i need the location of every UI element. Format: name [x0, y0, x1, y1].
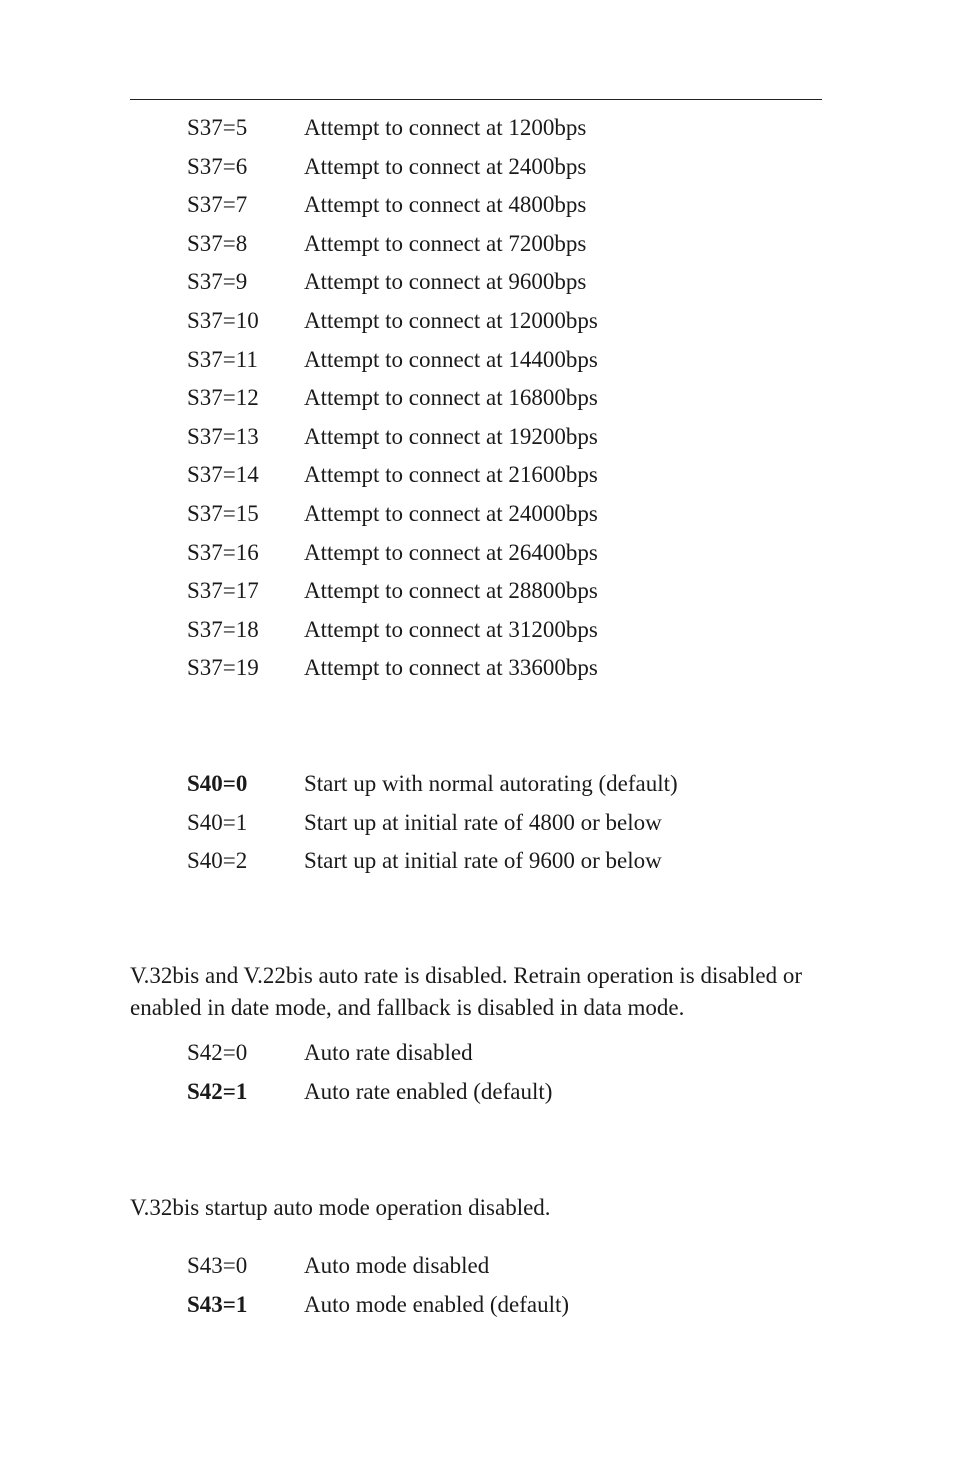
table-row: [0, 495, 954, 534]
setting-description: Attempt to connect at 7200bps: [304, 230, 587, 256]
table-row: [0, 109, 954, 148]
setting-code: S37=18: [187, 616, 259, 642]
setting-description: Attempt to connect at 31200bps: [304, 616, 598, 642]
s40-settings-table: [0, 765, 954, 881]
table-row: [0, 418, 954, 457]
setting-description: Attempt to connect at 4800bps: [304, 192, 587, 218]
setting-code: S37=6: [187, 153, 248, 179]
setting-description: Attempt to connect at 16800bps: [304, 385, 598, 411]
setting-description: Attempt to connect at 26400bps: [304, 539, 598, 565]
table-row: [0, 186, 954, 225]
setting-description: Start up at initial rate of 9600 or below: [304, 848, 662, 874]
table-row: [0, 1247, 954, 1286]
setting-description: Attempt to connect at 2400bps: [304, 153, 587, 179]
table-row: [0, 456, 954, 495]
setting-code: S37=9: [187, 269, 248, 295]
setting-description: Attempt to connect at 14400bps: [304, 346, 598, 372]
setting-code: S37=15: [187, 500, 259, 526]
setting-code: S37=16: [187, 539, 259, 565]
setting-description: Attempt to connect at 12000bps: [304, 307, 598, 333]
table-row: [0, 534, 954, 573]
s43-settings-table: [0, 1247, 954, 1324]
setting-code: S43=0: [187, 1253, 248, 1278]
setting-code: S37=8: [187, 230, 248, 256]
table-row: [0, 263, 954, 302]
table-row: [0, 1073, 954, 1112]
table-row: [0, 842, 954, 881]
setting-code: S37=7: [187, 192, 248, 218]
table-row: [0, 1034, 954, 1073]
setting-description: Start up at initial rate of 4800 or below: [304, 809, 662, 835]
setting-code: S37=10: [187, 307, 259, 333]
setting-description: Attempt to connect at 1200bps: [304, 115, 587, 140]
setting-code: S40=1: [187, 809, 248, 835]
s42-settings-table: [0, 1034, 954, 1111]
setting-code: S37=12: [187, 385, 259, 411]
setting-description: Auto rate disabled: [304, 1040, 473, 1065]
table-row: [0, 1286, 954, 1325]
table-row: [0, 611, 954, 650]
table-row: [0, 649, 954, 688]
header-rule: [130, 99, 822, 100]
table-row: [0, 225, 954, 264]
setting-description: Auto rate enabled (default): [304, 1078, 553, 1104]
setting-description: Auto mode disabled: [304, 1253, 490, 1278]
table-row: [0, 302, 954, 341]
setting-code: S40=0: [187, 771, 248, 796]
setting-code: S37=19: [187, 655, 259, 681]
setting-code: S37=13: [187, 423, 259, 449]
s43-description-paragraph: V.32bis startup auto mode operation disabled.: [130, 1195, 551, 1220]
table-row: [0, 379, 954, 418]
setting-code: S37=17: [187, 578, 259, 604]
setting-code: S37=11: [187, 346, 258, 372]
setting-code: S43=1: [187, 1291, 248, 1317]
s42-description-paragraph: V.32bis and V.22bis auto rate is disabled. Retrain operation is disabled or enabled in date mode, and fallback is disabled in data mode.: [130, 963, 803, 1020]
table-row: [0, 341, 954, 380]
setting-code: S42=1: [187, 1078, 248, 1104]
setting-code: S37=14: [187, 462, 259, 488]
table-row: [0, 765, 954, 804]
setting-description: Attempt to connect at 33600bps: [304, 655, 598, 681]
table-row: [0, 148, 954, 187]
setting-description: Attempt to connect at 24000bps: [304, 500, 598, 526]
setting-description: Attempt to connect at 21600bps: [304, 462, 598, 488]
setting-code: S42=0: [187, 1040, 248, 1065]
setting-code: S37=5: [187, 115, 248, 140]
s37-settings-table: [0, 109, 954, 688]
table-row: [0, 804, 954, 843]
setting-code: S40=2: [187, 848, 248, 874]
setting-description: Attempt to connect at 28800bps: [304, 578, 598, 604]
setting-description: Auto mode enabled (default): [304, 1291, 570, 1317]
setting-description: Start up with normal autorating (default): [304, 771, 678, 796]
table-row: [0, 572, 954, 611]
setting-description: Attempt to connect at 19200bps: [304, 423, 598, 449]
setting-description: Attempt to connect at 9600bps: [304, 269, 587, 295]
